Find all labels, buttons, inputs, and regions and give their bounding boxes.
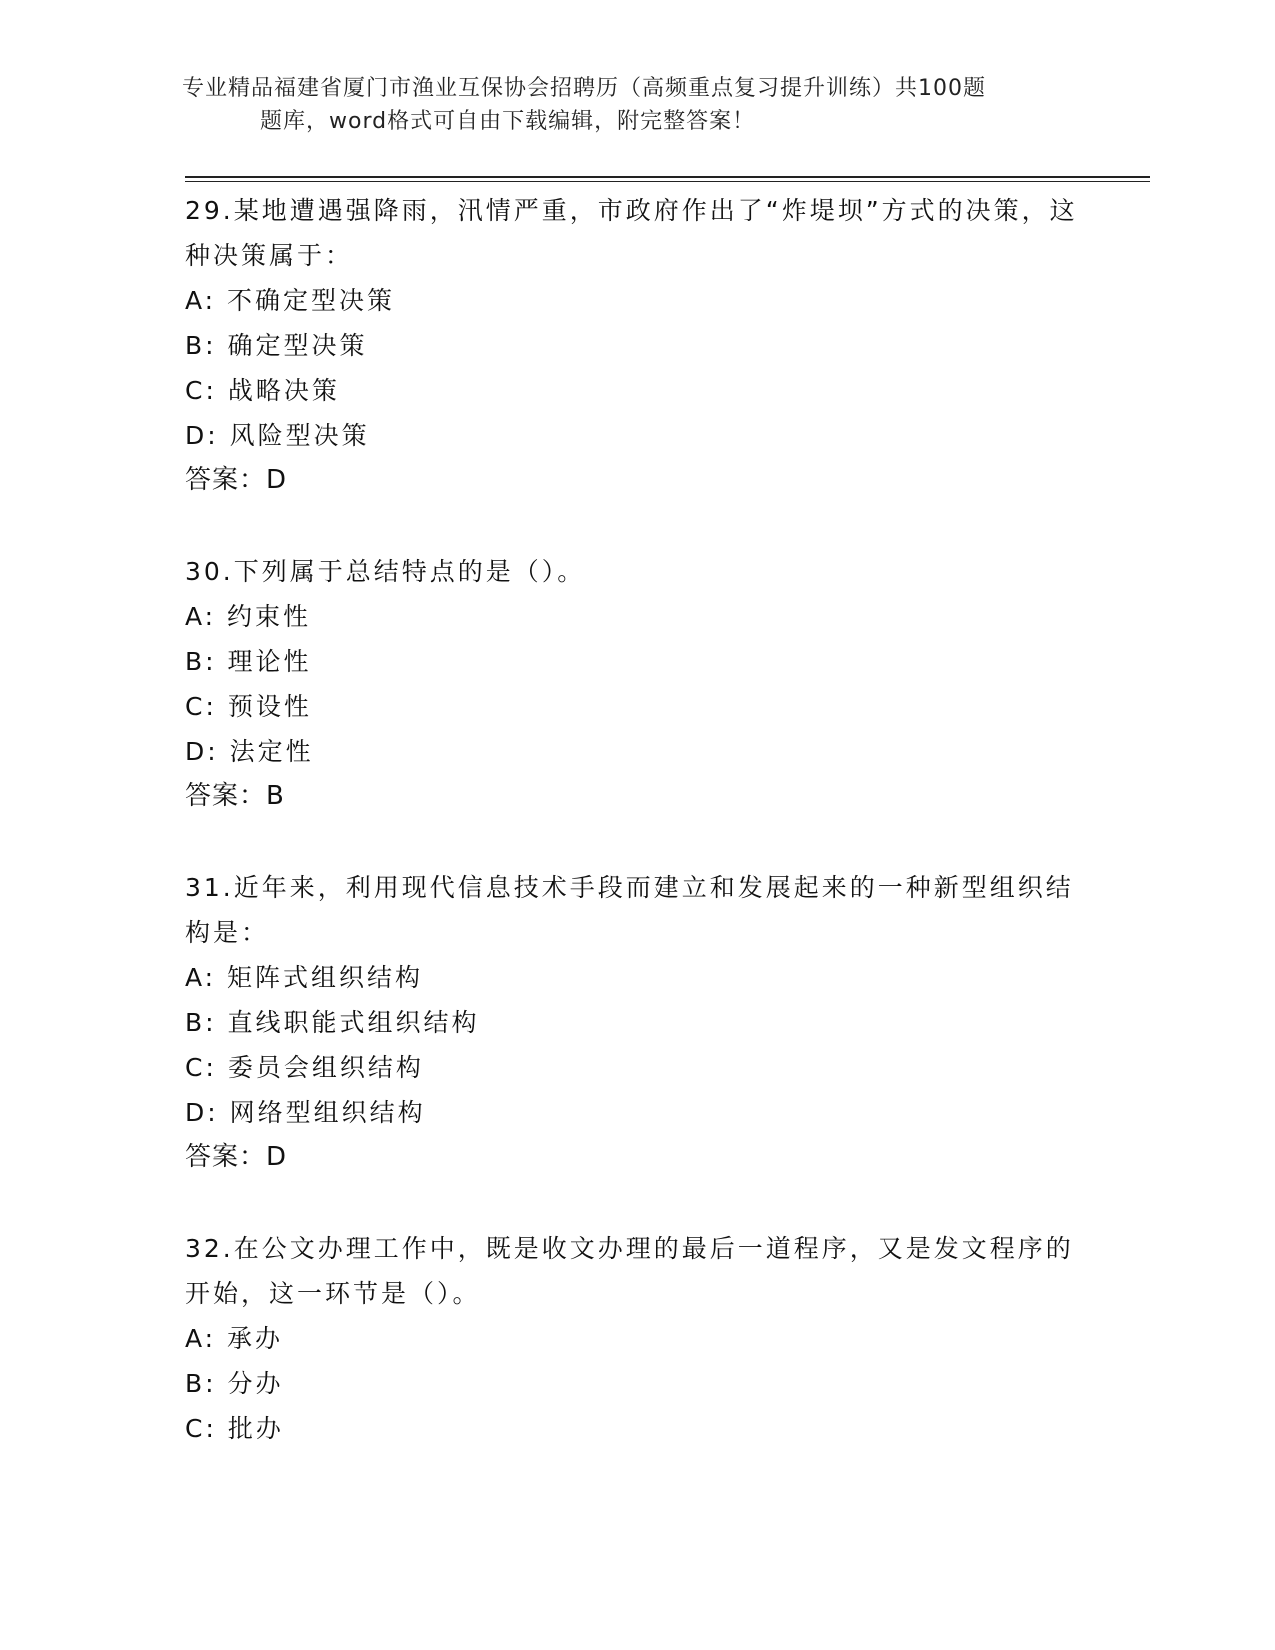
answer-line: 答案：B — [185, 781, 285, 811]
question-list — [185, 188, 1085, 1497]
header-title-line1: 专业精品福建省厦门市渔业互保协会招聘历（高频重点复习提升训练）共100题 — [182, 76, 986, 101]
header-divider-thin — [185, 181, 1150, 182]
option-a: A: 不确定型决策 — [185, 286, 396, 315]
question-stem: 31.近年来，利用现代信息技术手段而建立和发展起来的一种新型组织结构是： — [185, 873, 1074, 947]
option-d: D: 风险型决策 — [185, 421, 370, 450]
document-header — [182, 72, 1062, 138]
option-b: B: 确定型决策 — [185, 331, 368, 360]
option-b: B: 直线职能式组织结构 — [185, 1008, 480, 1037]
option-b: B: 理论性 — [185, 647, 312, 676]
question-29 — [185, 188, 1085, 503]
option-c: C: 批办 — [185, 1414, 284, 1443]
header-divider-thick — [185, 176, 1150, 178]
header-title-line2: 题库，word格式可自由下载编辑，附完整答案！ — [260, 109, 756, 134]
option-b: B: 分办 — [185, 1369, 284, 1398]
option-d: D: 网络型组织结构 — [185, 1098, 426, 1127]
question-stem: 30.下列属于总结特点的是（）。 — [185, 557, 586, 586]
option-d: D: 法定性 — [185, 737, 314, 766]
question-30 — [185, 549, 1085, 819]
answer-line: 答案：D — [185, 1142, 288, 1172]
option-c: C: 委员会组织结构 — [185, 1053, 424, 1082]
question-32 — [185, 1226, 1085, 1451]
question-stem: 32.在公文办理工作中，既是收文办理的最后一道程序，又是发文程序的开始，这一环节是（）。 — [185, 1234, 1074, 1308]
question-31 — [185, 865, 1085, 1180]
option-c: C: 战略决策 — [185, 376, 340, 405]
option-a: A: 承办 — [185, 1324, 284, 1353]
option-a: A: 约束性 — [185, 602, 312, 631]
option-c: C: 预设性 — [185, 692, 312, 721]
question-stem: 29.某地遭遇强降雨，汛情严重，市政府作出了“炸堤坝”方式的决策，这种决策属于： — [185, 196, 1078, 270]
answer-line: 答案：D — [185, 465, 288, 495]
option-a: A: 矩阵式组织结构 — [185, 963, 424, 992]
